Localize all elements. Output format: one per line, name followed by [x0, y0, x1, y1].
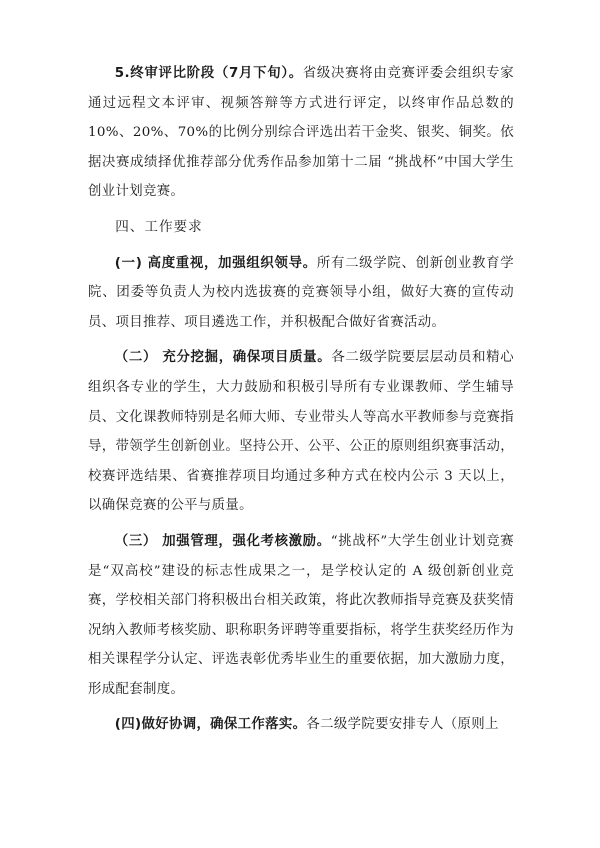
stage5-body: 省级决赛将由竞赛评委会组织专家通过远程文本评审、视频答辩等方式进行评定，以终审作品总数的10%、20%、70%的比例分别综合评选出若干金奖、银奖、铜奖。依据决赛成绩择优推荐部分优秀作品参加第十二届 “挑战杯”中国大学生创业计划竞赛。	[88, 66, 514, 200]
requirement-2-lead: （二） 充分挖掘，确保项目质量。	[114, 350, 332, 366]
requirement-3-lead: （三） 加强管理，强化考核激励。	[114, 533, 331, 549]
requirement-4-body: 各二级学院要安排专人（原则上	[306, 717, 499, 733]
document-body	[88, 59, 514, 740]
requirement-2-body: 各二级学院要层层动员和精心组织各专业的学生，大力鼓励和积极引导所有专业课教师、学生辅导员、文化课教师特别是名师大师、专业带头人等高水平教师参与竞赛指导，带领学生创新创业。坚持公开、公平、公正的原则组织赛事活动，校赛评选结果、省赛推荐项目均通过多种方式在校内公示 3 天以上，以确保竞赛的公平与质量。	[88, 350, 514, 514]
paragraph-stage5	[88, 59, 514, 207]
stage5-lead: 5.终审评比阶段（7月下旬）。	[114, 66, 303, 81]
requirement-3-body: “挑战杯”大学生创业计划竞赛是“双高校”建设的标志性成果之一，是学校认定的 A 级创新创业竞赛，学校相关部门将积极出台相关政策，将此次教师指导竞赛及获奖情况纳入教师考核奖励、职称职务评聘等重要指标，将学生获奖经历作为相关课程学分认定、评选表彰优秀毕业生的重要依据，加大激励力度，形成配套制度。	[88, 533, 515, 697]
requirement-1-lead: (一) 高度重视，加强组织领导。	[114, 255, 317, 271]
requirement-1-body: 所有二级学院、创新创业教育学院、团委等负责人为校内选拔赛的竞赛领导小组，做好大赛的宣传动员、项目推荐、项目遴选工作，并积极配合做好省赛活动。	[88, 255, 514, 330]
paragraph-requirement-2	[88, 343, 514, 521]
paragraph-requirement-4	[88, 710, 514, 740]
requirement-4-lead: (四)做好协调，确保工作落实。	[114, 717, 307, 733]
paragraph-requirement-1	[88, 249, 514, 338]
section-heading-work-requirements: 四、工作要求	[115, 218, 203, 235]
paragraph-requirement-3	[88, 527, 514, 705]
